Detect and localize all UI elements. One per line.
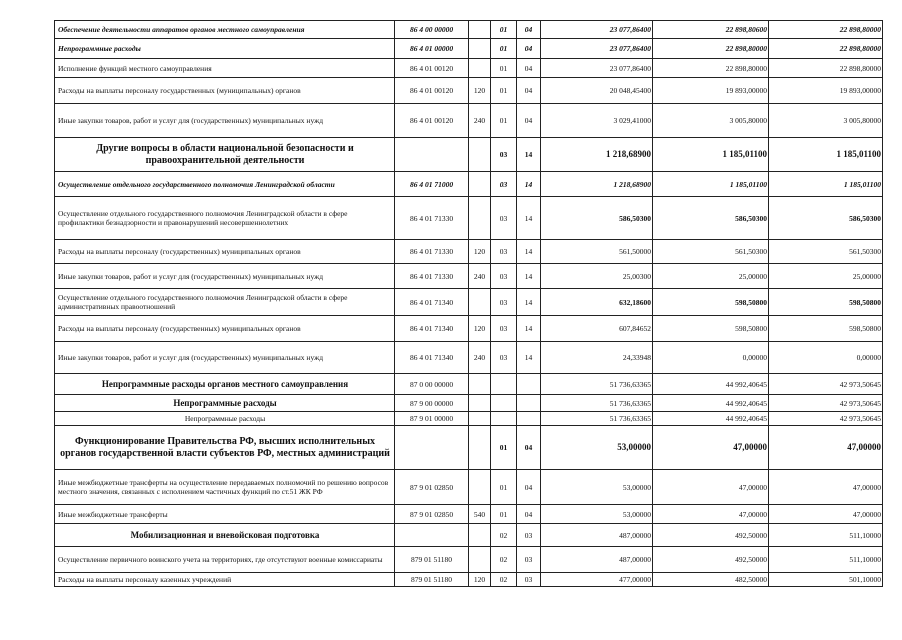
row-amount-3: 598,50800 xyxy=(769,289,883,316)
row-section xyxy=(491,374,517,395)
row-target-code: 86 4 01 71000 xyxy=(395,172,469,197)
row-amount-1: 487,00000 xyxy=(541,524,653,547)
row-section: 02 xyxy=(491,547,517,573)
row-name: Осуществление отдельного государственного полномочия Ленинградской области xyxy=(55,172,395,197)
row-target-code xyxy=(395,426,469,470)
row-expense-type xyxy=(469,524,491,547)
table-row xyxy=(55,172,883,197)
row-amount-3: 42 973,50645 xyxy=(769,412,883,426)
row-amount-3: 19 893,00000 xyxy=(769,78,883,104)
row-expense-type: 120 xyxy=(469,573,491,587)
row-name: Другие вопросы в области национальной безопасности и правоохранительной деятельности xyxy=(55,138,395,172)
row-subsection: 04 xyxy=(517,39,541,59)
row-target-code: 87 9 01 02850 xyxy=(395,470,469,505)
row-section: 03 xyxy=(491,138,517,172)
row-amount-1: 51 736,63365 xyxy=(541,395,653,412)
row-section: 02 xyxy=(491,524,517,547)
row-subsection: 03 xyxy=(517,547,541,573)
row-subsection: 04 xyxy=(517,21,541,39)
table-row xyxy=(55,240,883,264)
table-row xyxy=(55,59,883,78)
row-section: 03 xyxy=(491,264,517,289)
row-subsection: 14 xyxy=(517,264,541,289)
row-name: Расходы на выплаты персоналу казенных учреждений xyxy=(55,573,395,587)
table-row xyxy=(55,374,883,395)
row-amount-3: 47,00000 xyxy=(769,470,883,505)
table-row xyxy=(55,524,883,547)
table-row xyxy=(55,264,883,289)
row-amount-1: 1 218,68900 xyxy=(541,172,653,197)
row-target-code: 87 9 00 00000 xyxy=(395,395,469,412)
row-target-code: 87 0 00 00000 xyxy=(395,374,469,395)
row-amount-1: 51 736,63365 xyxy=(541,374,653,395)
row-name: Осуществление первичного воинского учета на территориях, где отсутствуют военные комиссариаты xyxy=(55,547,395,573)
row-section: 01 xyxy=(491,426,517,470)
row-amount-1: 23 077,86400 xyxy=(541,21,653,39)
row-target-code: 87 9 01 02850 xyxy=(395,505,469,524)
row-name: Расходы на выплаты персоналу (государственных) муниципальных органов xyxy=(55,316,395,342)
row-section: 02 xyxy=(491,573,517,587)
row-expense-type xyxy=(469,138,491,172)
row-section: 03 xyxy=(491,240,517,264)
row-target-code: 86 4 01 00120 xyxy=(395,59,469,78)
row-name: Расходы на выплаты персоналу (государственных) муниципальных органов xyxy=(55,240,395,264)
table-row xyxy=(55,104,883,138)
row-target-code: 86 4 01 71330 xyxy=(395,240,469,264)
row-subsection: 03 xyxy=(517,524,541,547)
row-amount-3: 1 185,01100 xyxy=(769,138,883,172)
row-section: 01 xyxy=(491,39,517,59)
row-section: 03 xyxy=(491,197,517,240)
row-name: Иные закупки товаров, работ и услуг для (государственных) муниципальных нужд xyxy=(55,342,395,374)
row-subsection: 14 xyxy=(517,342,541,374)
row-amount-2: 492,50000 xyxy=(653,547,769,573)
row-amount-2: 22 898,80000 xyxy=(653,59,769,78)
row-amount-3: 501,10000 xyxy=(769,573,883,587)
row-amount-1: 53,00000 xyxy=(541,470,653,505)
row-name: Иные межбюджетные трансферты xyxy=(55,505,395,524)
row-subsection: 04 xyxy=(517,470,541,505)
table-row xyxy=(55,289,883,316)
row-subsection xyxy=(517,412,541,426)
table-row xyxy=(55,197,883,240)
row-amount-3: 42 973,50645 xyxy=(769,395,883,412)
row-section: 03 xyxy=(491,316,517,342)
row-expense-type xyxy=(469,547,491,573)
row-amount-3: 42 973,50645 xyxy=(769,374,883,395)
row-target-code: 86 4 00 00000 xyxy=(395,21,469,39)
budget-table-page xyxy=(54,20,882,587)
row-target-code: 86 4 01 00000 xyxy=(395,39,469,59)
row-section: 01 xyxy=(491,505,517,524)
row-amount-2: 47,00000 xyxy=(653,470,769,505)
row-section: 03 xyxy=(491,342,517,374)
row-amount-1: 477,00000 xyxy=(541,573,653,587)
row-expense-type xyxy=(469,412,491,426)
row-amount-1: 3 029,41000 xyxy=(541,104,653,138)
row-expense-type: 240 xyxy=(469,104,491,138)
row-amount-3: 47,00000 xyxy=(769,505,883,524)
row-amount-2: 1 185,01100 xyxy=(653,138,769,172)
row-section: 03 xyxy=(491,289,517,316)
row-amount-2: 1 185,01100 xyxy=(653,172,769,197)
row-subsection: 14 xyxy=(517,197,541,240)
row-target-code xyxy=(395,138,469,172)
row-amount-3: 561,50300 xyxy=(769,240,883,264)
row-amount-2: 44 992,40645 xyxy=(653,374,769,395)
row-amount-1: 24,33948 xyxy=(541,342,653,374)
row-amount-1: 25,00300 xyxy=(541,264,653,289)
row-name: Непрограммные расходы xyxy=(55,412,395,426)
row-amount-1: 20 048,45400 xyxy=(541,78,653,104)
table-row xyxy=(55,547,883,573)
row-amount-2: 47,00000 xyxy=(653,426,769,470)
row-expense-type: 120 xyxy=(469,316,491,342)
row-target-code: 86 4 01 00120 xyxy=(395,104,469,138)
row-amount-1: 23 077,86400 xyxy=(541,39,653,59)
row-name: Осуществление отдельного государственного полномочия Ленинградской области в сфере профилактики безнадзорности и правонарушений несовершеннолетних xyxy=(55,197,395,240)
table-row xyxy=(55,505,883,524)
row-amount-2: 482,50000 xyxy=(653,573,769,587)
row-amount-3: 22 898,80000 xyxy=(769,59,883,78)
row-name: Иные межбюджетные трансферты на осуществление передаваемых полномочий по решению вопросов местного значения, связанных с исполнением частичных функций по ст.51 ЖК РФ xyxy=(55,470,395,505)
row-amount-2: 492,50000 xyxy=(653,524,769,547)
row-section xyxy=(491,412,517,426)
row-amount-1: 632,18600 xyxy=(541,289,653,316)
table-row xyxy=(55,21,883,39)
row-amount-1: 23 077,86400 xyxy=(541,59,653,78)
row-name: Обеспечение деятельности аппаратов органов местного самоуправления xyxy=(55,21,395,39)
row-amount-2: 0,00000 xyxy=(653,342,769,374)
row-subsection: 14 xyxy=(517,240,541,264)
table-row xyxy=(55,138,883,172)
row-amount-1: 561,50000 xyxy=(541,240,653,264)
row-name: Иные закупки товаров, работ и услуг для (государственных) муниципальных нужд xyxy=(55,104,395,138)
row-expense-type: 240 xyxy=(469,342,491,374)
table-row xyxy=(55,573,883,587)
row-amount-2: 22 898,80000 xyxy=(653,39,769,59)
row-name: Иные закупки товаров, работ и услуг для (государственных) муниципальных нужд xyxy=(55,264,395,289)
row-amount-3: 511,10000 xyxy=(769,547,883,573)
row-amount-3: 47,00000 xyxy=(769,426,883,470)
row-amount-2: 44 992,40645 xyxy=(653,395,769,412)
row-amount-3: 22 898,80000 xyxy=(769,21,883,39)
row-amount-2: 598,50800 xyxy=(653,289,769,316)
row-amount-1: 607,84652 xyxy=(541,316,653,342)
row-subsection: 03 xyxy=(517,573,541,587)
row-subsection: 14 xyxy=(517,289,541,316)
row-subsection xyxy=(517,395,541,412)
row-section: 01 xyxy=(491,59,517,78)
row-amount-2: 44 992,40645 xyxy=(653,412,769,426)
row-target-code: 86 4 01 00120 xyxy=(395,78,469,104)
row-name: Осуществление отдельного государственного полномочия Ленинградской области в сфере административных правоотношений xyxy=(55,289,395,316)
row-target-code: 86 4 01 71340 xyxy=(395,342,469,374)
row-expense-type xyxy=(469,39,491,59)
row-expense-type xyxy=(469,470,491,505)
row-section xyxy=(491,395,517,412)
row-amount-3: 511,10000 xyxy=(769,524,883,547)
row-amount-1: 586,50300 xyxy=(541,197,653,240)
row-expense-type: 540 xyxy=(469,505,491,524)
row-target-code xyxy=(395,524,469,547)
row-target-code: 879 01 51180 xyxy=(395,547,469,573)
row-amount-3: 0,00000 xyxy=(769,342,883,374)
row-section: 01 xyxy=(491,104,517,138)
row-expense-type xyxy=(469,197,491,240)
table-row xyxy=(55,412,883,426)
row-target-code: 87 9 01 00000 xyxy=(395,412,469,426)
row-amount-3: 22 898,80000 xyxy=(769,39,883,59)
row-amount-1: 487,00000 xyxy=(541,547,653,573)
row-expense-type: 240 xyxy=(469,264,491,289)
row-expense-type xyxy=(469,395,491,412)
row-subsection: 04 xyxy=(517,505,541,524)
row-amount-1: 51 736,63365 xyxy=(541,412,653,426)
row-name: Исполнение функций местного самоуправления xyxy=(55,59,395,78)
table-row xyxy=(55,342,883,374)
table-row xyxy=(55,78,883,104)
row-amount-2: 3 005,80000 xyxy=(653,104,769,138)
row-expense-type xyxy=(469,59,491,78)
row-target-code: 86 4 01 71340 xyxy=(395,289,469,316)
row-expense-type: 120 xyxy=(469,240,491,264)
row-subsection: 04 xyxy=(517,104,541,138)
row-subsection: 14 xyxy=(517,316,541,342)
row-section: 01 xyxy=(491,470,517,505)
row-amount-1: 53,00000 xyxy=(541,505,653,524)
row-amount-3: 25,00000 xyxy=(769,264,883,289)
row-name: Непрограммные расходы xyxy=(55,39,395,59)
row-subsection xyxy=(517,374,541,395)
row-name: Непрограммные расходы органов местного самоуправления xyxy=(55,374,395,395)
row-amount-2: 47,00000 xyxy=(653,505,769,524)
row-expense-type xyxy=(469,426,491,470)
row-expense-type xyxy=(469,374,491,395)
budget-table xyxy=(54,20,883,587)
row-target-code: 86 4 01 71330 xyxy=(395,197,469,240)
row-amount-2: 25,00000 xyxy=(653,264,769,289)
table-row xyxy=(55,39,883,59)
row-amount-2: 19 893,00000 xyxy=(653,78,769,104)
row-expense-type xyxy=(469,21,491,39)
row-section: 01 xyxy=(491,78,517,104)
row-target-code: 879 01 51180 xyxy=(395,573,469,587)
row-target-code: 86 4 01 71340 xyxy=(395,316,469,342)
table-row xyxy=(55,426,883,470)
row-amount-2: 561,50300 xyxy=(653,240,769,264)
row-name: Непрограммные расходы xyxy=(55,395,395,412)
row-subsection: 04 xyxy=(517,426,541,470)
row-target-code: 86 4 01 71330 xyxy=(395,264,469,289)
row-expense-type xyxy=(469,172,491,197)
row-name: Функционирование Правительства РФ, высших исполнительных органов государственной власти субъектов РФ, местных администраций xyxy=(55,426,395,470)
row-subsection: 14 xyxy=(517,138,541,172)
row-expense-type: 120 xyxy=(469,78,491,104)
row-subsection: 14 xyxy=(517,172,541,197)
row-amount-2: 598,50800 xyxy=(653,316,769,342)
row-expense-type xyxy=(469,289,491,316)
row-amount-3: 3 005,80000 xyxy=(769,104,883,138)
row-subsection: 04 xyxy=(517,59,541,78)
row-section: 03 xyxy=(491,172,517,197)
row-name: Расходы на выплаты персоналу государственных (муниципальных) органов xyxy=(55,78,395,104)
row-subsection: 04 xyxy=(517,78,541,104)
row-amount-3: 586,50300 xyxy=(769,197,883,240)
row-amount-1: 53,00000 xyxy=(541,426,653,470)
row-amount-2: 586,50300 xyxy=(653,197,769,240)
row-amount-3: 1 185,01100 xyxy=(769,172,883,197)
row-amount-3: 598,50800 xyxy=(769,316,883,342)
row-amount-1: 1 218,68900 xyxy=(541,138,653,172)
table-row xyxy=(55,316,883,342)
row-section: 01 xyxy=(491,21,517,39)
row-amount-2: 22 898,80600 xyxy=(653,21,769,39)
table-row xyxy=(55,470,883,505)
table-row xyxy=(55,395,883,412)
row-name: Мобилизационная и вневойсковая подготовка xyxy=(55,524,395,547)
